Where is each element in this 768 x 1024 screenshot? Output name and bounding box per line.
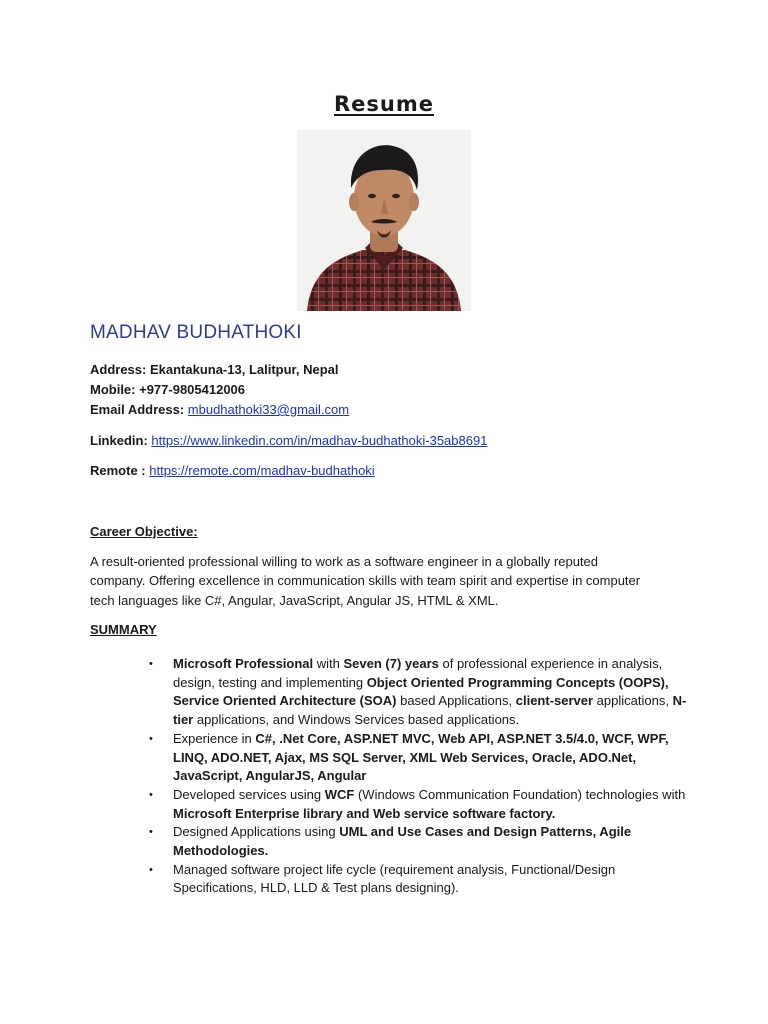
summary-item-text: based Applications, — [396, 693, 516, 709]
profile-photo-image — [297, 130, 471, 311]
remote-link[interactable]: https://remote.com/madhav-budhathoki — [149, 463, 375, 478]
summary-item-bold-text: N-tier — [173, 693, 687, 728]
summary-list — [147, 655, 687, 898]
bullet-icon: • — [149, 826, 153, 839]
summary-item-bold-text: client-server — [515, 693, 594, 709]
career-objective-heading: Career Objective: — [90, 524, 198, 539]
summary-item-text: applications, — [593, 693, 673, 709]
linkedin-link[interactable]: https://www.linkedin.com/in/madhav-budhathoki-35ab8691 — [151, 433, 488, 448]
bullet-icon: • — [149, 732, 153, 745]
remote-line — [90, 461, 375, 480]
summary-item-text: Experience in — [173, 730, 256, 746]
summary-item-text: with — [313, 656, 344, 671]
linkedin-label: Linkedin: — [90, 433, 152, 448]
bullet-icon: • — [149, 863, 153, 876]
summary-item-bold-text: Object Oriented Programming Concepts (OOPS), Service Oriented Architecture (SOA) — [173, 674, 669, 709]
summary-heading: SUMMARY — [90, 622, 157, 637]
candidate-name: MADHAV BUDHATHOKI — [90, 322, 302, 343]
email-link[interactable]: mbudhathoki33@gmail.com — [187, 402, 350, 417]
summary-item-text: Developed services using — [173, 786, 325, 802]
summary-item — [147, 655, 687, 730]
career-objective-text: A result-oriented professional willing to work as a software engineer in a globally reputed company. Offering excellence in communication skills with team spirit and expertise in computer tech languages like C#, Angular, JavaScript, Angular JS, HTML & XML. — [90, 554, 641, 608]
remote-label: Remote : — [90, 463, 150, 478]
summary-item — [147, 730, 687, 786]
email-label: Email Address: — [90, 402, 188, 417]
linkedin-line — [90, 431, 487, 450]
summary-item-text: of professional experience in analysis, design, testing and implementing — [173, 656, 663, 690]
email-line — [90, 400, 349, 419]
bullet-icon: • — [149, 788, 153, 801]
bullet-icon: • — [149, 658, 153, 670]
summary-item-text: Designed Applications using — [173, 824, 340, 840]
summary-item-text: (Windows Communication Foundation) technologies with — [354, 786, 686, 802]
summary-item-bold-text: Microsoft Professional — [173, 656, 314, 671]
summary-item — [147, 823, 687, 860]
summary-item-bold-text: Microsoft Enterprise library and Web service software factory. — [173, 805, 556, 821]
summary-item-text: Managed software project life cycle (requirement analysis, Functional/Design Specifications, HLD, LLD & Test plans designing). — [173, 861, 616, 896]
resume-title: Resume — [334, 92, 434, 116]
mobile-line: Mobile: +977-9805412006 — [90, 382, 246, 397]
profile-photo — [297, 130, 471, 311]
summary-item-bold-text: UML and Use Cases and Design Patterns, Agile Methodologies. — [173, 824, 632, 859]
address-line: Address: Ekantakuna-13, Lalitpur, Nepal — [90, 362, 339, 377]
summary-item-text: applications, and Windows Services based applications. — [193, 712, 520, 728]
summary-item — [147, 786, 687, 823]
summary-item — [147, 861, 687, 898]
summary-item-bold-text: Seven (7) years — [343, 656, 439, 671]
summary-item-bold-text: C#, .Net Core, ASP.NET MVC, Web API, ASP.NET 3.5/4.0, WCF, WPF, LINQ, ADO.NET, Ajax, MS SQL Server, XML Web Services, Oracle, ADO.Net, JavaScript, AngularJS, Angular — [173, 730, 669, 784]
summary-item-bold-text: WCF — [324, 786, 355, 802]
